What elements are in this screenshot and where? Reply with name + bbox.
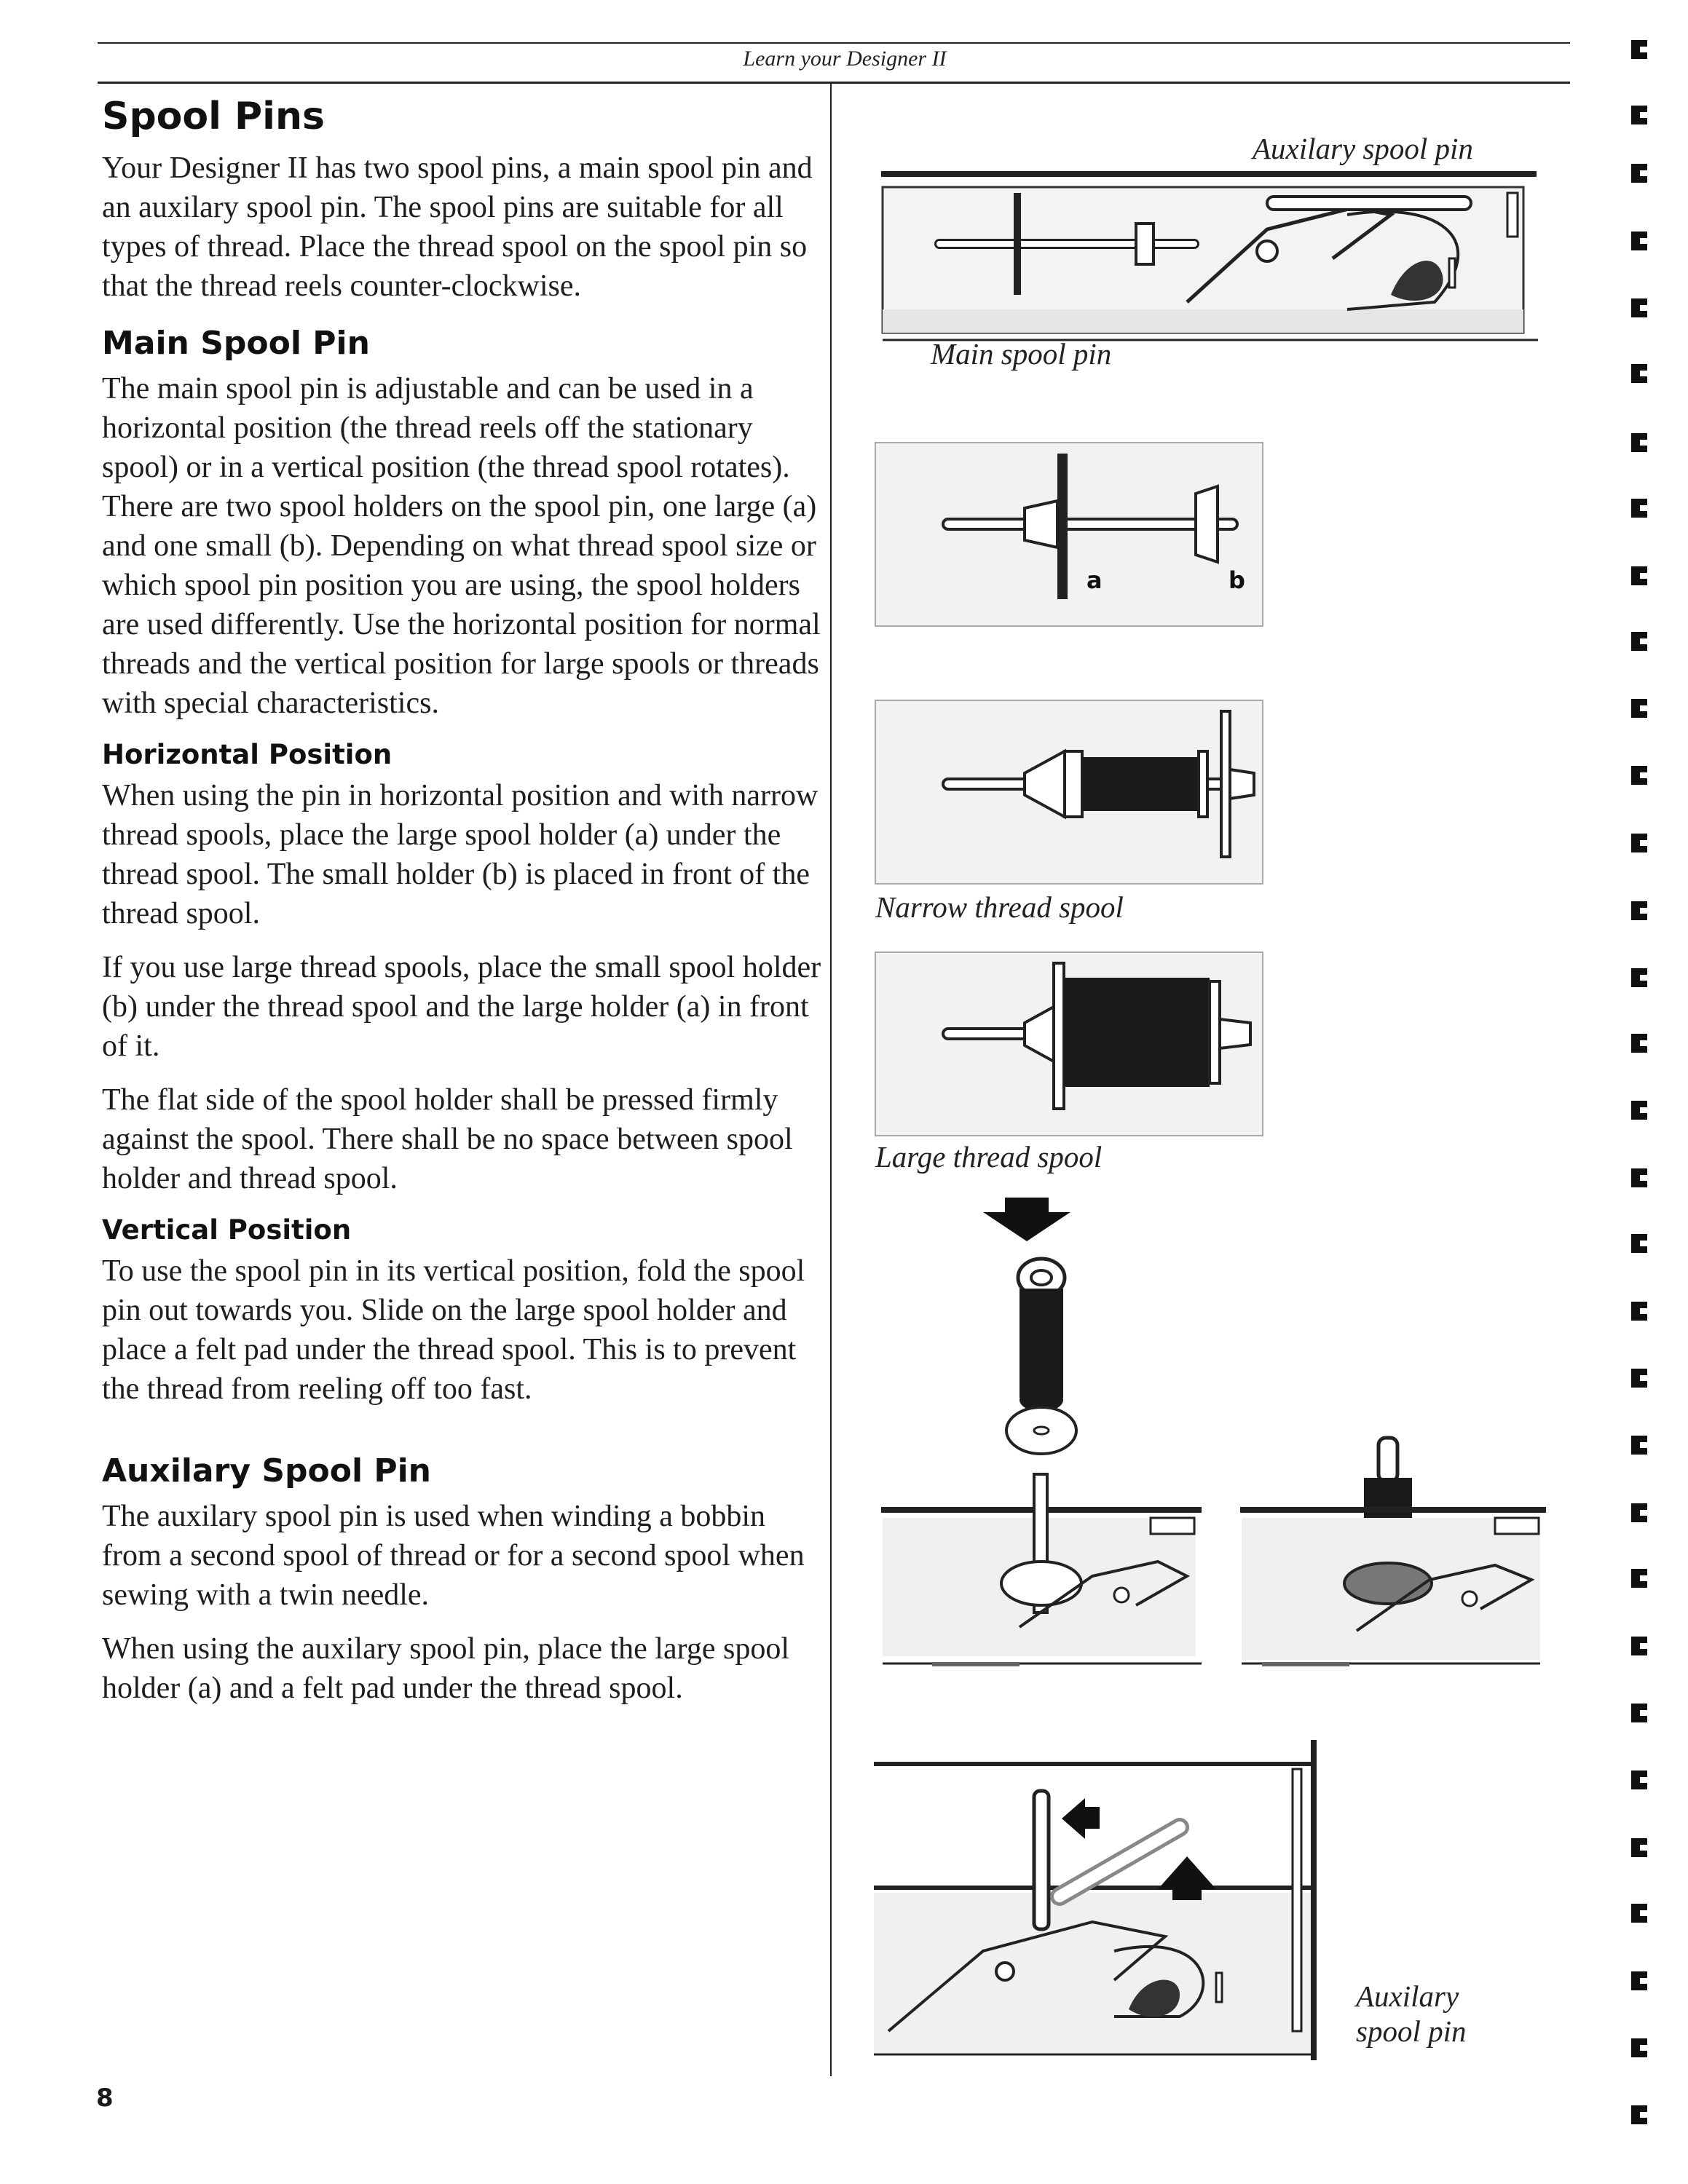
figure-narrow-thread-spool: [875, 700, 1265, 886]
section-heading-auxilary-spool-pin: Auxilary Spool Pin: [102, 1452, 432, 1489]
figure-vertical-assembly: [881, 1198, 1209, 1671]
header-top-rule: [98, 42, 1570, 44]
fig1-caption-main: Main spool pin: [931, 337, 1112, 371]
paragraph-horizontal-2: If you use large thread spools, place the small spool holder (b) under the thread spool and the large holder (a) in front of it.: [102, 951, 821, 1063]
paragraph-auxilary-1: The auxilary spool pin is used when winding a bobbin from a second spool of thread or for a second spool when sewing with a twin needle.: [102, 1500, 805, 1612]
figure-large-thread-spool: [875, 952, 1265, 1138]
fig3-caption: Narrow thread spool: [875, 890, 1124, 924]
column-divider: [830, 82, 832, 2076]
paragraph-horizontal-1: When using the pin in horizontal position and with narrow thread spools, place the large spool holder (a) under the thread spool. The small holder (b) is placed in front of the thread spool.: [102, 779, 819, 930]
header-bottom-rule: [98, 82, 1570, 84]
paragraph-main-spool-pin: The main spool pin is adjustable and can be used in a horizontal position (the thread reels off the stationary spool) or in a vertical position (the thread spool rotates). There are two spool holders on the spool pin, one large (a) and one small (b). Depending on what thread spool size or which spool pin position you are using, the spool holders are used differently. Use the horizontal position for normal threads and the vertical position for large spools or threads with special characteristics.: [102, 372, 821, 720]
figure-vertical-spool-in-place: [1240, 1427, 1546, 1674]
figure-machine-top-view: [881, 171, 1558, 353]
fig4-caption: Large thread spool: [875, 1140, 1103, 1174]
section-heading-main-spool-pin: Main Spool Pin: [102, 325, 370, 362]
text-column: [102, 95, 823, 1722]
figure-spool-pin-holders: [875, 443, 1265, 628]
section-heading-vertical-position: Vertical Position: [102, 1214, 352, 1246]
paragraph-spool-pins: Your Designer II has two spool pins, a main spool pin and an auxilary spool pin. The spool pins are suitable for all types of thread. Place the thread spool on the spool pin so that the thread reels counter-clockwise.: [102, 151, 813, 303]
fig1-caption-auxilary: Auxilary spool pin: [1253, 132, 1473, 165]
fig7-caption-line1: Auxilary: [1356, 1979, 1459, 2013]
header-title: Learn your Designer II: [743, 47, 947, 71]
section-heading-horizontal-position: Horizontal Position: [102, 739, 393, 770]
figure-auxilary-spool-pin: [874, 1740, 1325, 2068]
paragraph-auxilary-2: When using the auxilary spool pin, place the large spool holder (a) and a felt pad under the thread spool.: [102, 1632, 789, 1705]
section-heading-spool-pins: Spool Pins: [102, 95, 325, 138]
page-number: 8: [96, 2084, 114, 2113]
label-a: a: [1086, 566, 1103, 594]
label-b: b: [1228, 566, 1245, 594]
paragraph-horizontal-3: The flat side of the spool holder shall be pressed firmly against the spool. There shall be no space between spool holder and thread spool.: [102, 1083, 793, 1195]
paragraph-vertical: To use the spool pin in its vertical position, fold the spool pin out towards you. Slide on the large spool holder and place a felt pad under the thread spool. This is to prevent the thread from reeling off too fast.: [102, 1254, 805, 1406]
fig7-caption-line2: spool pin: [1356, 2014, 1467, 2048]
